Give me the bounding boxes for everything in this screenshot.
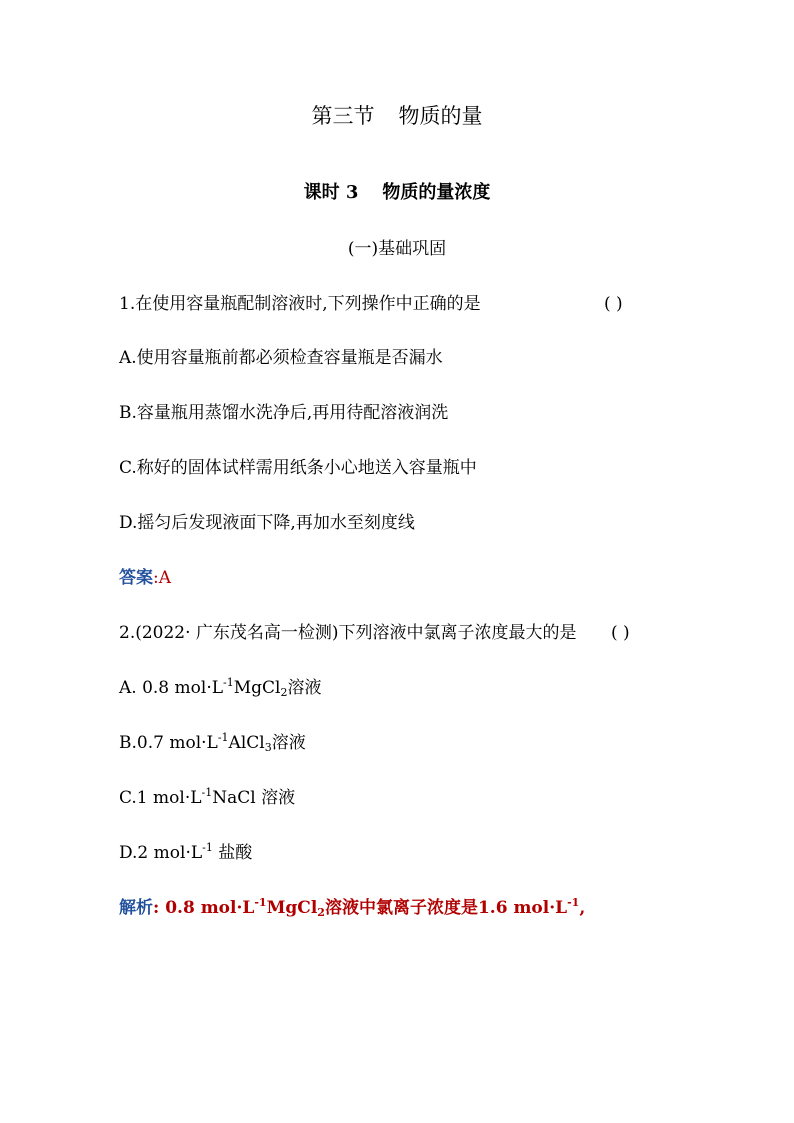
question-2-stem: 2.(2022· 广东茂名高一检测)下列溶液中氯离子浓度最大的是 — [119, 623, 577, 643]
question-1-answer — [119, 567, 171, 589]
question-2-option-b: B.0.7 $mol\cdot L^{-1}AlCl_3$溶液 — [119, 731, 306, 754]
question-2-option-d: D.2 $mol\cdot L^{-1}$ 盐酸 — [119, 841, 253, 863]
question-1-answer-blank: ( ) — [604, 294, 623, 314]
question-1-option-a: A.使用容量瓶前都必须检查容量瓶是否漏水 — [119, 348, 443, 368]
question-2-analysis: 解析: 0.8 $mol\cdot L^{-1}MgCl_2$溶液中氯离子浓度是1.6 $mol\cdot L^{-1}$, — [119, 896, 586, 919]
question-2-option-a: A. 0.8 $mol\cdot L^{-1}MgCl_2$溶液 — [119, 676, 322, 699]
question-2-option-c: C.1 $mol\cdot L^{-1}NaCl$ 溶液 — [119, 786, 296, 808]
question-1-option-b: B.容量瓶用蒸馏水洗净后,再用待配溶液润洗 — [119, 403, 449, 423]
lesson-title: 课时 3 物质的量浓度 — [303, 182, 491, 203]
question-2-answer-blank: ( ) — [611, 623, 630, 643]
question-1-option-c: C.称好的固体试样需用纸条小心地送入容量瓶中 — [119, 458, 477, 478]
answer-value: :A — [153, 568, 172, 588]
chapter-title: 第三节 物质的量 — [311, 104, 483, 128]
question-1-stem: 1.在使用容量瓶配制溶液时,下列操作中正确的是 — [119, 294, 481, 314]
section-heading: (一)基础巩固 — [347, 239, 447, 259]
question-1-option-d: D.摇匀后发现液面下降,再加水至刻度线 — [119, 513, 415, 533]
answer-label: 答案 — [119, 568, 153, 588]
analysis-label: 解析 — [119, 898, 153, 918]
